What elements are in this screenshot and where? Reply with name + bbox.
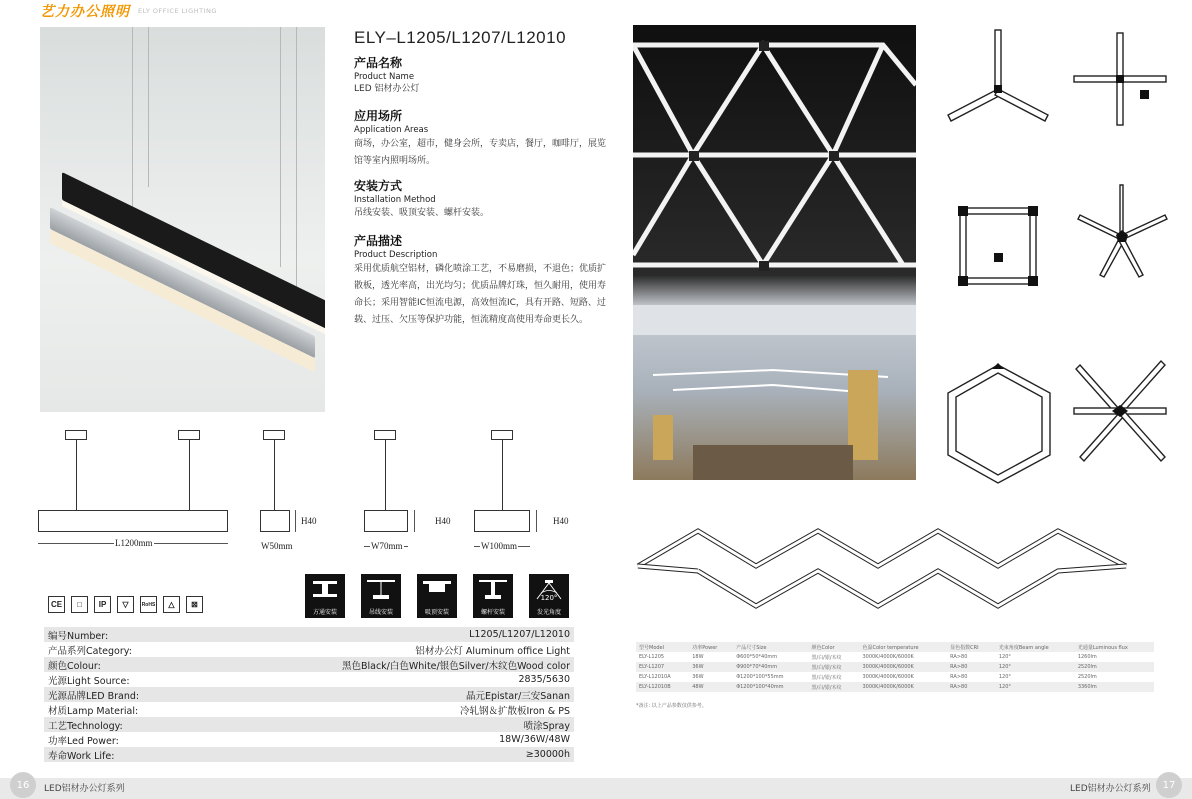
suspension-icon xyxy=(367,579,395,601)
section-heading-en: Product Name xyxy=(354,72,415,82)
table-cell: 120° xyxy=(998,674,1011,680)
table-cell: 黑/白/银/木纹 xyxy=(811,684,842,691)
table-header: 光束角度Beam angle xyxy=(998,644,1049,651)
energy-icon: △ xyxy=(163,596,180,613)
table-header: 型号Model xyxy=(639,644,665,651)
install-icon-rod xyxy=(473,574,513,618)
table-cell: 36W xyxy=(692,674,704,680)
rod xyxy=(274,440,275,510)
spec-key: 功率Led Power: xyxy=(48,735,119,747)
table-cell: 18W xyxy=(692,654,704,660)
rod xyxy=(502,440,503,510)
section-heading: 产品描述 xyxy=(354,234,403,248)
page-number-right: 17 xyxy=(1156,772,1182,798)
table-cell: 3000K/4000K/6000K xyxy=(862,674,914,680)
brand-name-cn: 艺力办公照明 xyxy=(40,4,130,20)
table-header: 色温Color temperature xyxy=(862,644,919,651)
lamp-body xyxy=(364,510,408,532)
table-cell: 120° xyxy=(998,654,1011,660)
table-header: 显色指数CRI xyxy=(950,644,979,651)
w70-drawing xyxy=(364,430,464,555)
table-cell: Φ900*70*40mm xyxy=(736,664,778,670)
spec-value: 黑色Black/白色White/银色Silver/木纹色Wood color xyxy=(341,660,570,672)
spec-row xyxy=(44,642,574,657)
table-cell: 2520lm xyxy=(1077,664,1097,670)
dim-line xyxy=(295,510,296,532)
table-cell: ELY-L12010A xyxy=(639,674,671,680)
table-cell: RA>80 xyxy=(950,664,968,670)
section-description xyxy=(354,234,614,329)
table-cell: 48W xyxy=(692,684,704,690)
triangle-lighting-scene xyxy=(633,25,916,480)
install-label: 发光角度 xyxy=(536,609,561,616)
rod xyxy=(76,440,77,510)
ceiling-grid-icon xyxy=(311,579,339,601)
bar xyxy=(995,30,1001,90)
class-ii-icon: □ xyxy=(71,596,88,613)
bar xyxy=(948,89,1001,121)
table-cell: 120° xyxy=(998,664,1011,670)
spec-value: 18W/36W/48W xyxy=(499,734,570,745)
lamp-body xyxy=(474,510,530,532)
table-cell: 2520lm xyxy=(1077,674,1097,680)
section-heading-en: Installation Method xyxy=(354,195,436,205)
install-label: 吸顶安装 xyxy=(424,609,449,616)
spec-row xyxy=(44,702,574,717)
table-cell: ELY-L1207 xyxy=(639,664,665,670)
section-heading-en: Product Description xyxy=(354,250,438,260)
height-label: H40 xyxy=(553,516,569,526)
lamp-body xyxy=(38,510,228,532)
brand-name-en: ELY OFFICE LIGHTING xyxy=(138,7,217,15)
rod xyxy=(385,440,386,510)
model-table xyxy=(636,642,1154,692)
spec-row xyxy=(44,747,574,762)
footer-bar xyxy=(0,778,1192,799)
spec-row xyxy=(44,717,574,732)
table-cell: 黑/白/银/木纹 xyxy=(811,674,842,681)
table-header: 颜色Color xyxy=(811,644,835,651)
install-icon-surface xyxy=(417,574,457,618)
width-label: W50mm xyxy=(261,541,293,551)
section-body: 商场，办公室，超市，健身会所，专卖店，餐厅，咖啡厅，展览馆等室内照明场所。 xyxy=(354,139,607,166)
rohs-icon: RoHS xyxy=(140,596,157,613)
dim-line xyxy=(414,510,415,532)
section-heading: 应用场所 xyxy=(354,109,403,123)
table-cell: 36W xyxy=(692,664,704,670)
section-body: 采用优质航空铝材，磷化喷涂工艺，不易磨损，不退色；优质扩散板，透光率高，出光均匀；优质品牌灯珠，恒久耐用，使用寿命长；采用智能IC恒流电源，高效恒流IC，具有开路、短路、过载、过压、欠压等保护功能，恒流精度高使用寿命更长久。 xyxy=(354,264,607,325)
certification-icons xyxy=(48,596,203,613)
section-heading: 产品名称 xyxy=(354,56,403,70)
table-cell: RA>80 xyxy=(950,684,968,690)
lamp-body xyxy=(260,510,290,532)
spec-table xyxy=(44,627,574,762)
ceiling-cap xyxy=(178,430,200,440)
configuration-diagrams xyxy=(940,25,1180,495)
section-installation xyxy=(354,179,614,220)
spec-value: ≥30000h xyxy=(525,749,570,760)
table-cell: 120° xyxy=(998,684,1011,690)
table-note: *备注: 以上产品参数仅供参考。 xyxy=(636,703,707,709)
surface-mount-icon xyxy=(423,579,451,601)
spec-value: 冷轧钢＆扩散板Iron & PS xyxy=(459,705,570,717)
width-label: W100mm xyxy=(481,541,517,551)
section-heading: 安装方式 xyxy=(354,179,403,193)
rod xyxy=(189,440,190,510)
ce-icon: CE xyxy=(48,596,65,613)
table-row xyxy=(636,682,1154,692)
spec-key: 产品系列Category: xyxy=(48,645,132,657)
ceiling-cap xyxy=(263,430,285,440)
footer-text-left: LED铝材办公灯系列 xyxy=(44,784,125,794)
table-cell: Φ1200*100*40mm xyxy=(736,684,784,690)
spec-value: 喷涂Spray xyxy=(523,720,570,732)
length-label: L1200mm xyxy=(115,538,153,548)
table-cell: 3360lm xyxy=(1077,684,1097,690)
brand-header xyxy=(40,2,217,20)
ceiling-cap xyxy=(491,430,513,440)
beam-angle-value: 120° xyxy=(540,594,558,602)
page-number-left: 16 xyxy=(10,772,36,798)
install-label: 螺杆安装 xyxy=(480,609,505,616)
spec-key: 光源Light Source: xyxy=(48,675,130,687)
spec-key: 材质Lamp Material: xyxy=(48,705,139,717)
table-cell: 黑/白/银/木纹 xyxy=(811,654,842,661)
spec-value: 晶元Epistar/三安Sanan xyxy=(466,690,570,702)
table-cell: 3000K/4000K/6000K xyxy=(862,654,914,660)
height-label: H40 xyxy=(301,516,317,526)
spec-value: 2835/5630 xyxy=(518,674,570,685)
width-label: W70mm xyxy=(371,541,403,551)
section-body: LED 铝材办公灯 xyxy=(354,84,420,94)
install-label: 吊线安装 xyxy=(368,609,393,616)
spec-row xyxy=(44,627,574,642)
spec-key: 寿命Work Life: xyxy=(48,750,115,762)
section-application xyxy=(354,109,614,170)
suspension-wire xyxy=(280,27,281,267)
w50-drawing xyxy=(258,430,338,555)
ceiling-cap xyxy=(374,430,396,440)
table-cell: RA>80 xyxy=(950,654,968,660)
install-icon-suspended xyxy=(361,574,401,618)
spec-row xyxy=(44,687,574,702)
length-drawing xyxy=(38,430,228,550)
spec-row xyxy=(44,672,574,687)
dim-line xyxy=(536,510,537,532)
table-header: 光通量Luminous flux xyxy=(1077,644,1128,651)
table-cell: RA>80 xyxy=(950,674,968,680)
table-cell: ELY-L1205 xyxy=(639,654,665,660)
table-cell: 黑/白/银/木纹 xyxy=(811,664,842,671)
table-header: 产品尺寸Size xyxy=(736,644,767,651)
section-product-name xyxy=(354,56,614,95)
section-body: 吊线安装、吸顶安装、螺杆安装。 xyxy=(354,208,490,218)
table-cell: Φ600*50*40mm xyxy=(736,654,778,660)
ceiling-cap xyxy=(65,430,87,440)
spec-row xyxy=(44,732,574,747)
w100-drawing xyxy=(474,430,584,555)
table-header: 功率Power xyxy=(692,644,718,651)
install-icon-beam-angle xyxy=(529,574,569,618)
f-mark-icon: ▽ xyxy=(117,596,134,613)
ip-icon: IP xyxy=(94,596,111,613)
install-icon-ceiling-grid xyxy=(305,574,345,618)
table-cell: Φ1200*100*55mm xyxy=(736,674,784,680)
table-row xyxy=(636,672,1154,682)
spec-key: 工艺Technology: xyxy=(48,720,123,732)
table-row xyxy=(636,652,1154,662)
table-cell: 1260lm xyxy=(1077,654,1097,660)
table-cell: ELY-L12010B xyxy=(639,684,671,690)
spec-key: 编号Number: xyxy=(48,630,109,642)
table-row xyxy=(636,662,1154,672)
weee-icon: ⊠ xyxy=(186,596,203,613)
interior-photo xyxy=(633,25,916,480)
zigzag-connection-diagram xyxy=(636,526,1136,616)
height-label: H40 xyxy=(435,516,451,526)
table-cell: 3000K/4000K/6000K xyxy=(862,664,914,670)
suspension-wire xyxy=(132,27,133,212)
table-header-row xyxy=(636,642,1154,652)
rod-mount-icon xyxy=(479,579,507,601)
spec-value: 铝材办公灯 Aluminum office Light xyxy=(415,645,570,657)
spec-value: L1205/L1207/L12010 xyxy=(469,629,570,640)
spec-row xyxy=(44,657,574,672)
bar xyxy=(995,89,1048,121)
spec-key: 光源品牌LED Brand: xyxy=(48,690,140,702)
suspension-wire xyxy=(296,27,297,287)
suspension-wire xyxy=(148,27,149,187)
product-photo xyxy=(40,27,325,412)
section-heading-en: Application Areas xyxy=(354,125,429,135)
install-label: 方通安装 xyxy=(312,609,337,616)
table-cell: 3000K/4000K/6000K xyxy=(862,684,914,690)
footer-text-right: LED铝材办公灯系列 xyxy=(1070,784,1151,794)
model-title: ELY–L1205/L1207/L12010 xyxy=(354,28,567,47)
spec-key: 颜色Colour: xyxy=(48,660,101,672)
